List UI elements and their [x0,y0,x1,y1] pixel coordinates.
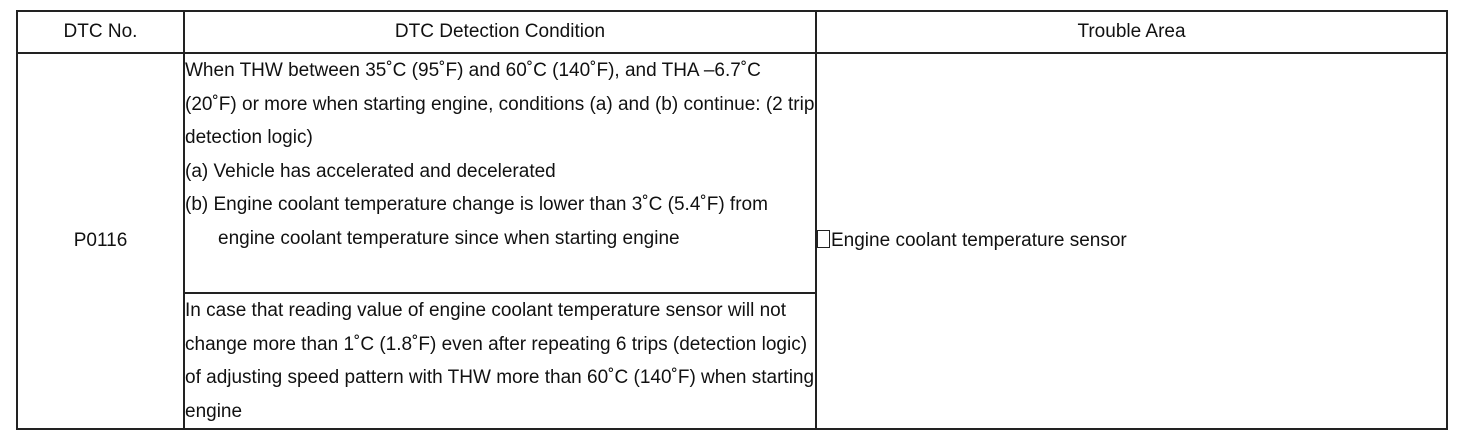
trouble-area-cell [816,53,1447,429]
header-row [17,11,1447,53]
header-dtc-no: DTC No. [17,11,184,53]
bullet-box-icon [817,230,830,248]
dtc-code: P0116 [17,53,184,429]
table-row [17,53,1447,293]
trouble-area-text: Engine coolant temperature sensor [831,230,1127,251]
detection-condition-2: In case that reading value of engine coolant temperature sensor will not change more than 1˚C (1.8˚F) even after repeating 6 trips (detection logic) of adjusting speed pattern with THW more than 60˚C (140˚F) when starting engine [184,293,816,429]
header-trouble-area: Trouble Area [816,11,1447,53]
header-detection-condition: DTC Detection Condition [184,11,816,53]
condition-item-b: (b) Engine coolant temperature change is lower than 3˚C (5.4˚F) from engine coolant temperature since when starting engine [185,194,768,249]
condition-intro: When THW between 35˚C (95˚F) and 60˚C (140˚F), and THA –6.7˚C (20˚F) or more when starting engine, conditions (a) and (b) continue: (2 trip detection logic) [185,60,815,148]
condition-item-a: (a) Vehicle has accelerated and decelerated [185,160,556,182]
detection-condition-1 [184,53,816,293]
dtc-table [16,10,1448,430]
